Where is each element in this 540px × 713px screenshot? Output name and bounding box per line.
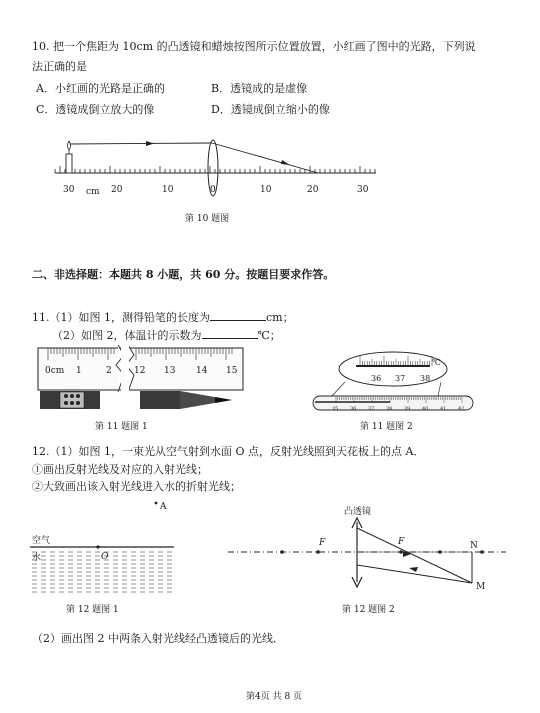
q12-f-left: F bbox=[319, 538, 326, 548]
q11-answer-blank-1[interactable] bbox=[210, 310, 266, 321]
ruler-label-12: 12 bbox=[134, 366, 146, 376]
q12-f-right: F bbox=[398, 537, 405, 547]
section2-heading: 二、非选择题：本题共 8 小题，共 60 分。按题目要求作答。 bbox=[32, 268, 335, 281]
q11-caption2: 第 11 题图 2 bbox=[360, 422, 413, 432]
q12-figure2 bbox=[228, 518, 506, 587]
thermo-scale-label: 41 bbox=[440, 406, 447, 412]
q12-point-a: A bbox=[160, 502, 167, 512]
q11-line2 bbox=[52, 328, 281, 343]
q11-answer-blank-2[interactable] bbox=[202, 328, 258, 339]
thermo-scale-label: 39 bbox=[404, 406, 411, 412]
ruler-label-1: 1 bbox=[76, 366, 82, 376]
q12-air-label: 空气 bbox=[32, 536, 51, 546]
q10-axis-label-20b: 20 bbox=[307, 185, 319, 195]
q12-figure1 bbox=[30, 502, 174, 594]
thermo-unit: ℃ bbox=[432, 358, 441, 367]
q11-line2-prefix: （2）如图 2，体温计的示数为 bbox=[52, 329, 202, 342]
q10-axis-label-30b: 30 bbox=[357, 185, 369, 195]
q12-point-n: N bbox=[470, 541, 478, 551]
ruler-label-14: 14 bbox=[196, 366, 208, 376]
q10-axis-label-0: 0 bbox=[210, 185, 216, 195]
candle-flame bbox=[68, 141, 71, 150]
q12-part2: （2）画出图 2 中两条入射光线经凸透镜后的光线． bbox=[32, 632, 284, 645]
q11-caption1: 第 11 题图 1 bbox=[95, 422, 148, 432]
q10-option-d: D．透镜成倒立缩小的像 bbox=[211, 103, 330, 116]
q10-stem-line1: 10. 把一个焦距为 10cm 的凸透镜和蜡烛按图所示位置放置，小红画了图中的光路，下列说 bbox=[32, 40, 476, 53]
q12-line2: ①画出反射光线及对应的入射光线； bbox=[32, 463, 208, 476]
q10-axis-label-10: 10 bbox=[162, 185, 174, 195]
q10-axis-label-20: 20 bbox=[111, 185, 123, 195]
q12-water-label: 水 bbox=[32, 553, 42, 563]
q10-axis-label-10b: 10 bbox=[260, 185, 272, 195]
ruler-label-15: 15 bbox=[226, 366, 238, 376]
thermo-zoom-label-38: 38 bbox=[420, 374, 431, 383]
candle-body bbox=[66, 154, 72, 173]
q12-lens-label: 凸透镜 bbox=[344, 507, 372, 517]
q10-option-b: B．透镜成的是虚像 bbox=[211, 82, 308, 95]
ruler-label-2: 2 bbox=[106, 366, 112, 376]
q12-point-m: M bbox=[476, 582, 486, 592]
thermo-zoom-label-37: 37 bbox=[395, 374, 406, 383]
q12-line1: 12.（1）如图 1，一束光从空气射到水面 O 点，反射光线照到天花板上的点 A． bbox=[32, 445, 425, 458]
q10-axis-ticks bbox=[55, 166, 375, 173]
q12-point-o: O bbox=[101, 552, 109, 562]
q10-option-c: C．透镜成倒立放大的像 bbox=[36, 103, 155, 116]
page-footer: 第4页 共 8 页 bbox=[246, 692, 303, 702]
thermo-scale-label: 35 bbox=[332, 406, 339, 412]
thermo-zoom-label-36: 36 bbox=[371, 374, 382, 383]
q12-caption2: 第 12 题图 2 bbox=[342, 605, 395, 615]
q10-axis-unit: cm bbox=[86, 187, 100, 197]
q10-axis-label-30: 30 bbox=[63, 185, 75, 195]
ruler-label-0cm: 0cm bbox=[45, 366, 65, 376]
q12-caption1: 第 12 题图 1 bbox=[66, 605, 119, 615]
thermo-scale-label: 40 bbox=[422, 406, 429, 412]
thermo-scale-label: 36 bbox=[350, 406, 357, 412]
q11-line2-suffix: ℃； bbox=[257, 329, 281, 342]
q10-stem-line2: 法正确的是 bbox=[32, 60, 87, 73]
q10-caption: 第 10 题图 bbox=[185, 214, 230, 224]
thermo-scale-label: 38 bbox=[386, 406, 393, 412]
q10-option-a: A．小红画的光路是正确的 bbox=[36, 82, 165, 95]
thermo-scale-label: 42 bbox=[458, 406, 465, 412]
q11-line1 bbox=[32, 310, 294, 325]
thermo-scale-label: 37 bbox=[368, 406, 375, 412]
ruler-label-13: 13 bbox=[164, 366, 176, 376]
q12-line3: ②大致画出该入射光线进入水的折射光线； bbox=[32, 480, 241, 493]
q11-line1-suffix: cm； bbox=[266, 311, 294, 324]
q11-line1-prefix: 11.（1）如图 1，测得铅笔的长度为 bbox=[32, 311, 210, 324]
